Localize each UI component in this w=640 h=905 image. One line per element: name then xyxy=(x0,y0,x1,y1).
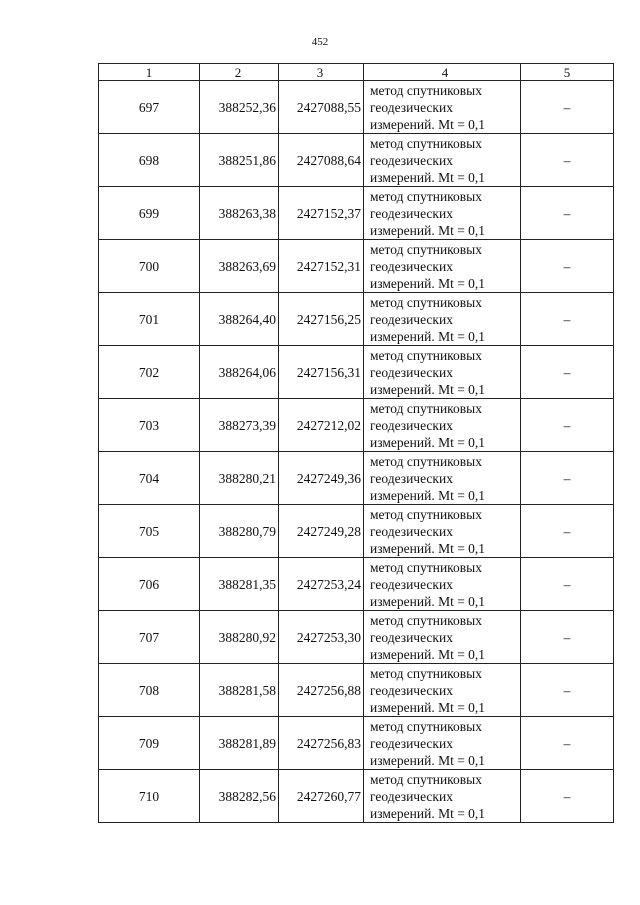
note-cell: – xyxy=(521,346,614,399)
method-line: измерений. Mt = 0,1 xyxy=(370,328,486,344)
x-coordinate-cell: 388251,86 xyxy=(200,134,279,187)
x-coordinate-cell: 388281,89 xyxy=(200,717,279,770)
y-coordinate-cell: 2427156,31 xyxy=(279,346,364,399)
method-line: измерений. Mt = 0,1 xyxy=(370,646,486,662)
method-line: метод спутниковых xyxy=(370,400,482,416)
method-line: геодезических xyxy=(370,682,453,698)
method-line: геодезических xyxy=(370,523,453,539)
table-row xyxy=(99,134,614,187)
method-line: геодезических xyxy=(370,788,453,804)
table-row xyxy=(99,187,614,240)
column-header-2: 2 xyxy=(200,64,279,81)
point-number-cell: 698 xyxy=(99,134,200,187)
note-cell: – xyxy=(521,611,614,664)
note-cell: – xyxy=(521,293,614,346)
point-number-cell: 708 xyxy=(99,664,200,717)
method-cell xyxy=(364,505,521,558)
method-cell xyxy=(364,187,521,240)
y-coordinate-cell: 2427249,36 xyxy=(279,452,364,505)
x-coordinate-cell: 388264,06 xyxy=(200,346,279,399)
method-line: измерений. Mt = 0,1 xyxy=(370,540,486,556)
table-row xyxy=(99,770,614,823)
method-cell xyxy=(364,81,521,134)
method-cell xyxy=(364,770,521,823)
note-cell: – xyxy=(521,399,614,452)
table-row xyxy=(99,240,614,293)
method-cell xyxy=(364,558,521,611)
table-row xyxy=(99,452,614,505)
x-coordinate-cell: 388273,39 xyxy=(200,399,279,452)
x-coordinate-cell: 388281,35 xyxy=(200,558,279,611)
table-row xyxy=(99,611,614,664)
table-row xyxy=(99,346,614,399)
method-cell xyxy=(364,452,521,505)
method-line: метод спутниковых xyxy=(370,665,482,681)
method-line: метод спутниковых xyxy=(370,453,482,469)
point-number-cell: 709 xyxy=(99,717,200,770)
method-line: геодезических xyxy=(370,629,453,645)
method-line: измерений. Mt = 0,1 xyxy=(370,805,486,821)
page-number: 452 xyxy=(311,36,329,48)
note-cell: – xyxy=(521,558,614,611)
y-coordinate-cell: 2427212,02 xyxy=(279,399,364,452)
y-coordinate-cell: 2427088,55 xyxy=(279,81,364,134)
coordinates-table xyxy=(98,63,614,823)
table-body xyxy=(99,81,614,823)
column-header-4: 4 xyxy=(364,64,521,81)
method-line: геодезических xyxy=(370,258,453,274)
column-header-5: 5 xyxy=(521,64,614,81)
x-coordinate-cell: 388263,69 xyxy=(200,240,279,293)
method-line: измерений. Mt = 0,1 xyxy=(370,222,486,238)
x-coordinate-cell: 388263,38 xyxy=(200,187,279,240)
y-coordinate-cell: 2427260,77 xyxy=(279,770,364,823)
table-row xyxy=(99,399,614,452)
y-coordinate-cell: 2427088,64 xyxy=(279,134,364,187)
point-number-cell: 700 xyxy=(99,240,200,293)
point-number-cell: 697 xyxy=(99,81,200,134)
method-line: метод спутниковых xyxy=(370,294,482,310)
method-line: метод спутниковых xyxy=(370,241,482,257)
table-row xyxy=(99,505,614,558)
method-line: геодезических xyxy=(370,364,453,380)
y-coordinate-cell: 2427152,31 xyxy=(279,240,364,293)
method-line: метод спутниковых xyxy=(370,559,482,575)
note-cell: – xyxy=(521,717,614,770)
point-number-cell: 702 xyxy=(99,346,200,399)
point-number-cell: 704 xyxy=(99,452,200,505)
y-coordinate-cell: 2427256,88 xyxy=(279,664,364,717)
method-cell xyxy=(364,664,521,717)
table-row xyxy=(99,81,614,134)
point-number-cell: 705 xyxy=(99,505,200,558)
method-line: метод спутниковых xyxy=(370,135,482,151)
table-row xyxy=(99,558,614,611)
method-line: метод спутниковых xyxy=(370,188,482,204)
method-line: геодезических xyxy=(370,205,453,221)
x-coordinate-cell: 388280,92 xyxy=(200,611,279,664)
method-line: геодезических xyxy=(370,417,453,433)
point-number-cell: 706 xyxy=(99,558,200,611)
method-line: измерений. Mt = 0,1 xyxy=(370,593,486,609)
x-coordinate-cell: 388282,56 xyxy=(200,770,279,823)
note-cell: – xyxy=(521,452,614,505)
x-coordinate-cell: 388252,36 xyxy=(200,81,279,134)
y-coordinate-cell: 2427152,37 xyxy=(279,187,364,240)
method-cell xyxy=(364,399,521,452)
method-line: измерений. Mt = 0,1 xyxy=(370,169,486,185)
method-line: измерений. Mt = 0,1 xyxy=(370,752,486,768)
y-coordinate-cell: 2427256,83 xyxy=(279,717,364,770)
method-cell xyxy=(364,346,521,399)
method-line: измерений. Mt = 0,1 xyxy=(370,381,486,397)
method-line: геодезических xyxy=(370,311,453,327)
table-header-row xyxy=(99,64,614,81)
point-number-cell: 703 xyxy=(99,399,200,452)
method-cell xyxy=(364,293,521,346)
method-line: измерений. Mt = 0,1 xyxy=(370,275,486,291)
method-cell xyxy=(364,134,521,187)
table-row xyxy=(99,664,614,717)
method-line: измерений. Mt = 0,1 xyxy=(370,699,486,715)
method-line: измерений. Mt = 0,1 xyxy=(370,434,486,450)
point-number-cell: 707 xyxy=(99,611,200,664)
method-line: геодезических xyxy=(370,470,453,486)
method-line: геодезических xyxy=(370,735,453,751)
note-cell: – xyxy=(521,770,614,823)
method-cell xyxy=(364,611,521,664)
note-cell: – xyxy=(521,664,614,717)
y-coordinate-cell: 2427249,28 xyxy=(279,505,364,558)
table-row xyxy=(99,717,614,770)
y-coordinate-cell: 2427253,24 xyxy=(279,558,364,611)
method-line: метод спутниковых xyxy=(370,718,482,734)
method-line: метод спутниковых xyxy=(370,347,482,363)
method-line: метод спутниковых xyxy=(370,82,482,98)
method-line: измерений. Mt = 0,1 xyxy=(370,487,486,503)
point-number-cell: 701 xyxy=(99,293,200,346)
x-coordinate-cell: 388264,40 xyxy=(200,293,279,346)
method-line: геодезических xyxy=(370,152,453,168)
x-coordinate-cell: 388281,58 xyxy=(200,664,279,717)
method-line: геодезических xyxy=(370,576,453,592)
table-row xyxy=(99,293,614,346)
note-cell: – xyxy=(521,81,614,134)
note-cell: – xyxy=(521,505,614,558)
method-line: метод спутниковых xyxy=(370,771,482,787)
column-header-3: 3 xyxy=(279,64,364,81)
method-line: геодезических xyxy=(370,99,453,115)
method-line: метод спутниковых xyxy=(370,506,482,522)
method-line: метод спутниковых xyxy=(370,612,482,628)
method-cell xyxy=(364,240,521,293)
note-cell: – xyxy=(521,240,614,293)
x-coordinate-cell: 388280,79 xyxy=(200,505,279,558)
point-number-cell: 710 xyxy=(99,770,200,823)
column-header-1: 1 xyxy=(99,64,200,81)
note-cell: – xyxy=(521,187,614,240)
method-cell xyxy=(364,717,521,770)
note-cell: – xyxy=(521,134,614,187)
y-coordinate-cell: 2427156,25 xyxy=(279,293,364,346)
point-number-cell: 699 xyxy=(99,187,200,240)
y-coordinate-cell: 2427253,30 xyxy=(279,611,364,664)
method-line: измерений. Mt = 0,1 xyxy=(370,116,486,132)
x-coordinate-cell: 388280,21 xyxy=(200,452,279,505)
